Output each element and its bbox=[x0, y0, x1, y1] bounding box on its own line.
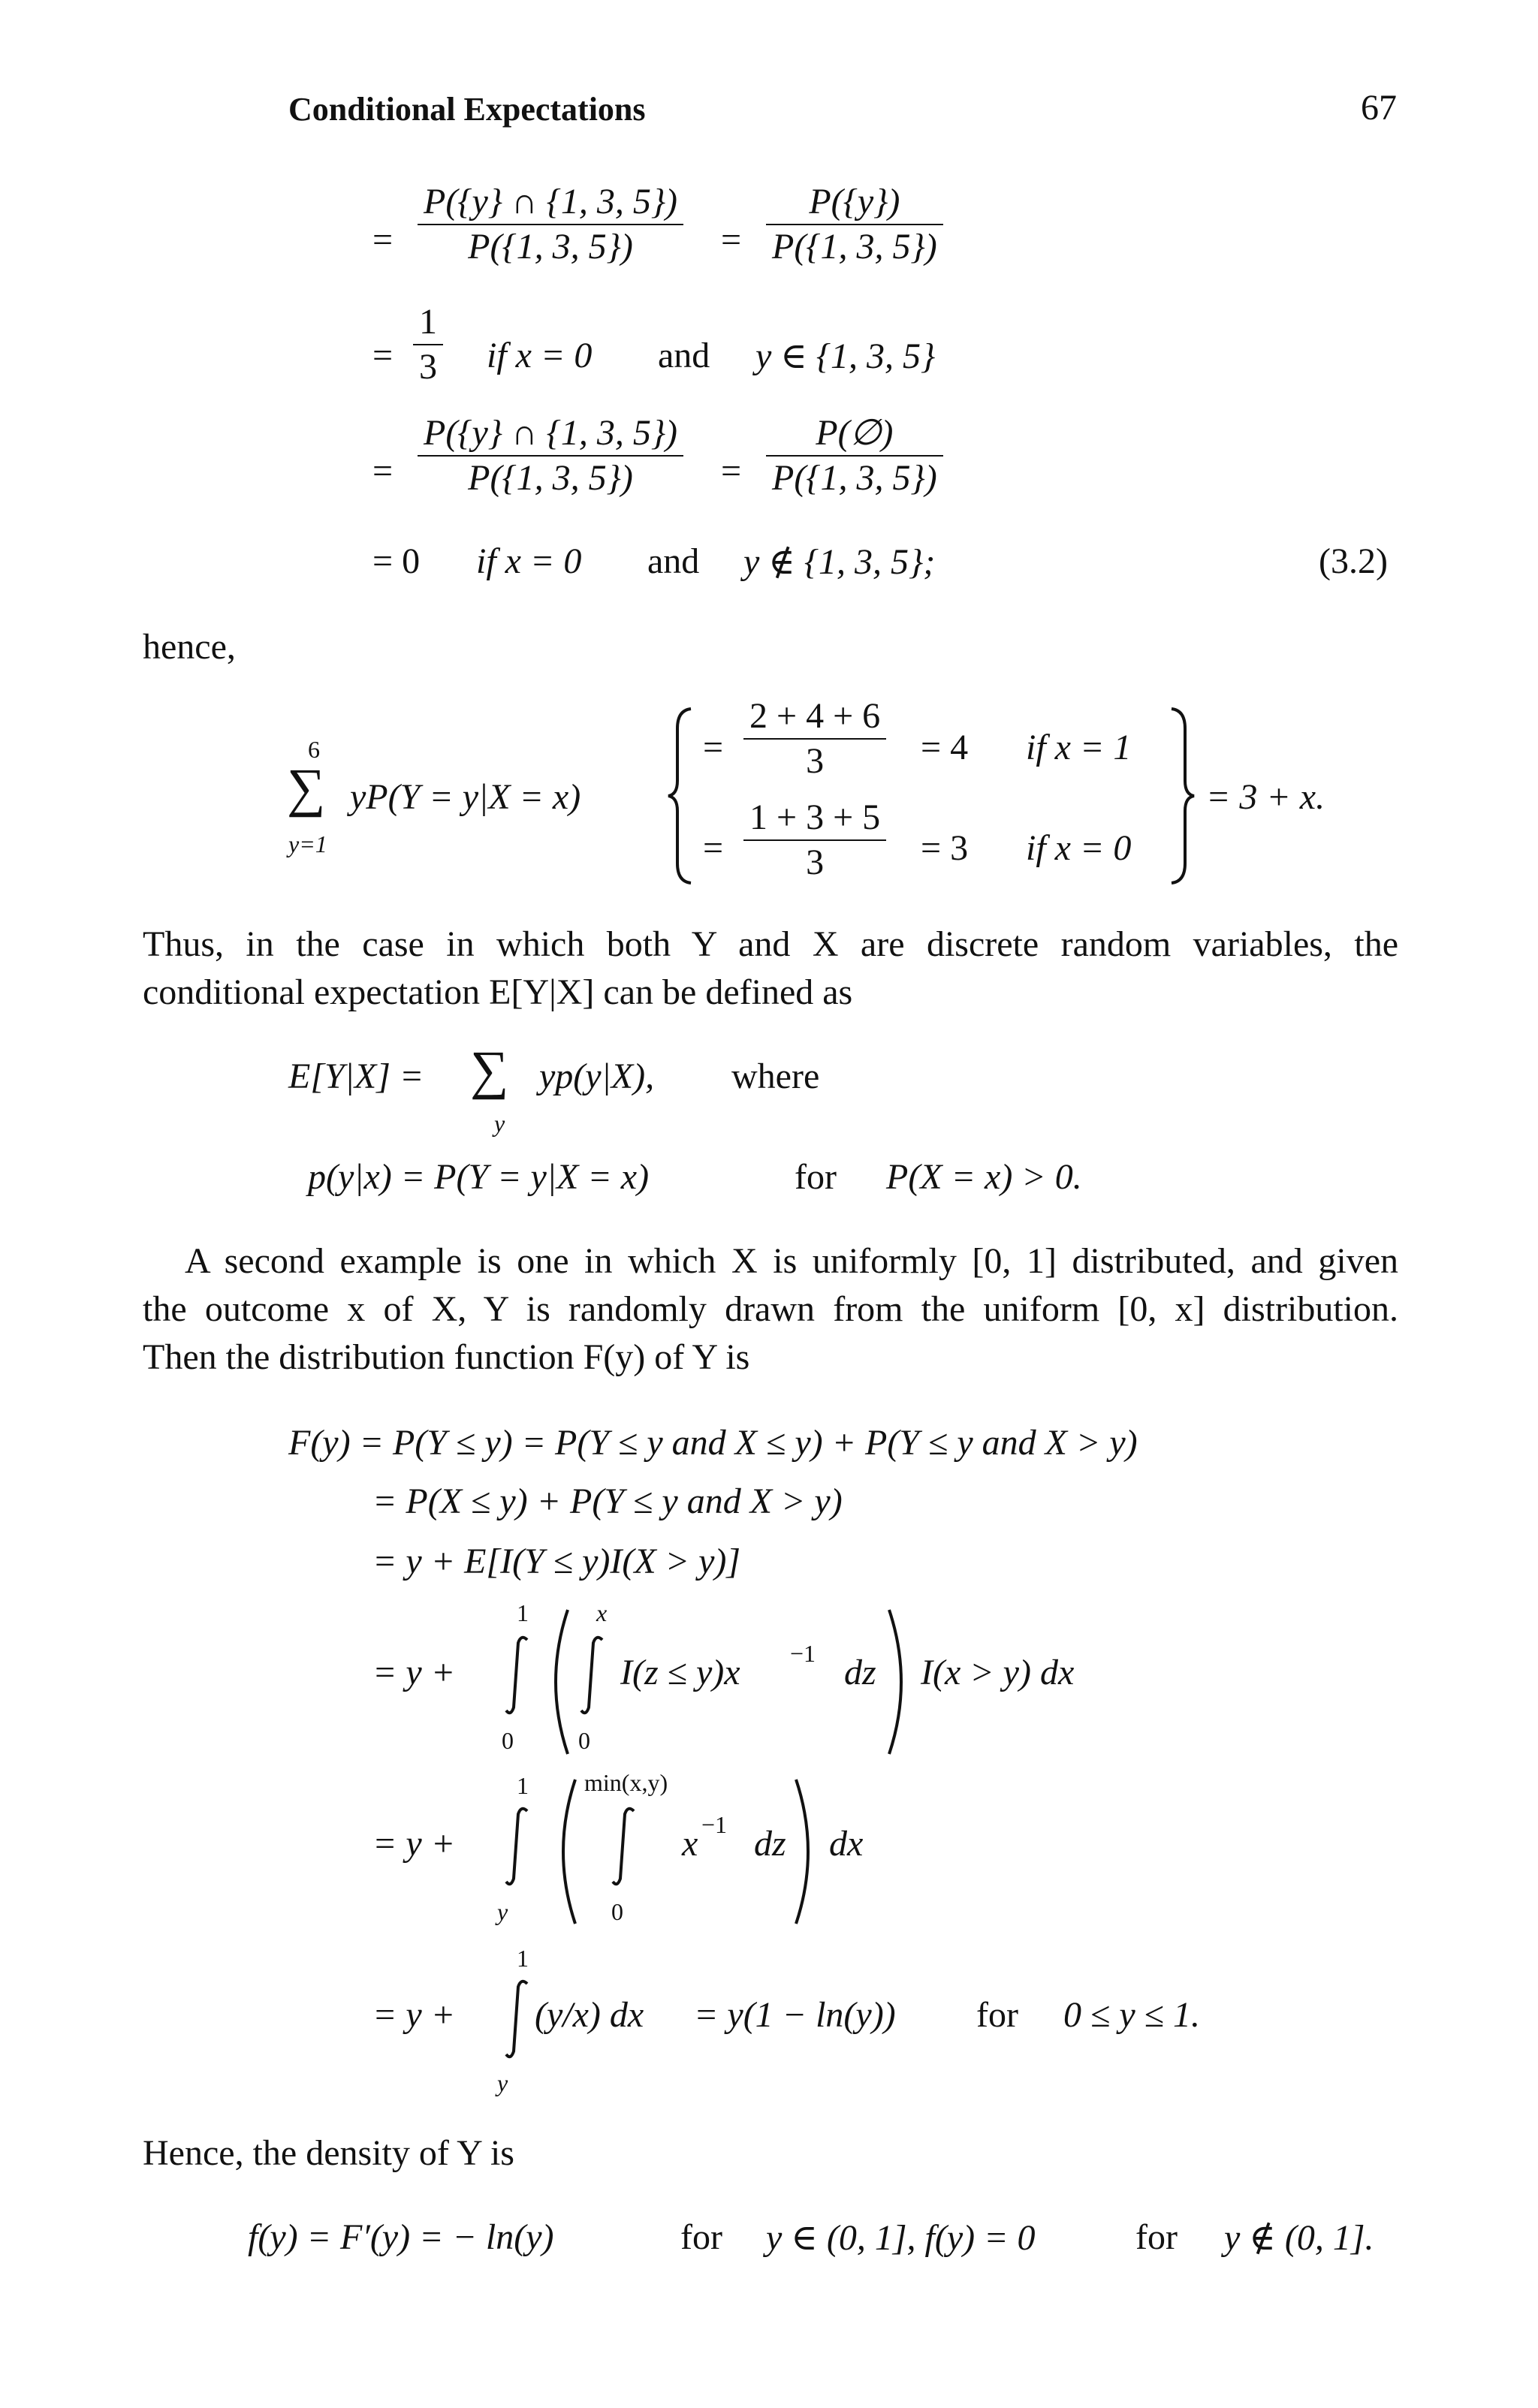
equals-sign: = bbox=[703, 728, 724, 767]
paragraph-line: A second example is one in which X is uniformly [0, 1] distributed, and given bbox=[185, 1241, 1398, 1281]
equals-sign: = bbox=[372, 336, 394, 375]
integral-upper-limit: min(x,y) bbox=[584, 1769, 668, 1796]
integral-lower-limit: y bbox=[497, 2069, 508, 2096]
fraction bbox=[766, 180, 943, 269]
left-brace bbox=[665, 706, 695, 886]
exponent: −1 bbox=[701, 1811, 728, 1838]
fraction bbox=[743, 796, 886, 885]
fraction-numerator: 1 + 3 + 5 bbox=[749, 797, 881, 837]
sum-lower-limit: y bbox=[494, 1110, 505, 1137]
fraction-numerator: 1 bbox=[419, 302, 437, 342]
integral-sign bbox=[610, 1805, 640, 1888]
set-membership: y ∈ {1, 3, 5} bbox=[755, 336, 936, 376]
integral-tail: dx bbox=[829, 1824, 864, 1864]
integrand: I(z ≤ y)x bbox=[620, 1653, 740, 1692]
density-condition: y ∉ (0, 1]. bbox=[1224, 2218, 1374, 2258]
integral-lower-limit: 0 bbox=[502, 1727, 514, 1754]
fraction-denominator: 3 bbox=[419, 347, 437, 387]
fraction bbox=[418, 411, 683, 500]
range-condition: 0 ≤ y ≤ 1. bbox=[1063, 1995, 1200, 2035]
for-word: for bbox=[1135, 2217, 1178, 2257]
left-paren bbox=[548, 1777, 578, 1927]
sum-upper-limit: 6 bbox=[308, 736, 320, 763]
density-condition: y ∈ (0, 1], f(y) = 0 bbox=[766, 2218, 1036, 2258]
definition-condition: P(X = x) > 0. bbox=[886, 1157, 1082, 1197]
sum-expression: yP(Y = y|X = x) bbox=[350, 777, 581, 817]
integral-upper-limit: 1 bbox=[517, 1599, 529, 1626]
integral-sign bbox=[578, 1634, 608, 1716]
integrand: (y/x) dx bbox=[535, 1995, 644, 2035]
summation-symbol: ∑ bbox=[287, 758, 326, 818]
integrand: x bbox=[682, 1824, 698, 1864]
fraction-denominator: P({1, 3, 5}) bbox=[772, 458, 937, 498]
paragraph-line: the outcome x of X, Y is randomly drawn from the uniform [0, x] distribution. bbox=[143, 1289, 1398, 1329]
right-paren bbox=[886, 1607, 916, 1757]
condition: if x = 0 bbox=[487, 336, 593, 375]
fraction-numerator: P({y}) bbox=[809, 182, 900, 222]
fraction bbox=[766, 411, 943, 500]
integral-upper-limit: x bbox=[596, 1599, 608, 1626]
fraction-denominator: P({1, 3, 5}) bbox=[468, 458, 633, 498]
fraction-numerator: P(∅) bbox=[816, 413, 894, 453]
where-word: where bbox=[731, 1056, 820, 1096]
right-brace bbox=[1167, 706, 1197, 886]
and-word: and bbox=[658, 336, 710, 375]
set-non-membership: y ∉ {1, 3, 5}; bbox=[743, 542, 936, 582]
integral-tail: I(x > y) dx bbox=[921, 1653, 1075, 1692]
sum-lower-limit: y=1 bbox=[288, 830, 327, 857]
fraction-denominator: P({1, 3, 5}) bbox=[772, 227, 937, 267]
integral-lower-limit: y bbox=[497, 1898, 508, 1925]
equals-sign: = bbox=[721, 220, 742, 260]
equals-zero: = 0 bbox=[372, 541, 421, 581]
differential: dz bbox=[844, 1653, 876, 1692]
paragraph-text: Hence, the density of Y is bbox=[143, 2133, 514, 2173]
fraction bbox=[743, 695, 886, 783]
equals-sign: = bbox=[372, 220, 394, 260]
integral-lower-limit: 0 bbox=[578, 1727, 590, 1754]
fraction-denominator: 3 bbox=[806, 741, 825, 781]
derivation-row: = P(X ≤ y) + P(Y ≤ y and X > y) bbox=[372, 1481, 843, 1521]
derivation-row: = y + E[I(Y ≤ y)I(X > y)] bbox=[372, 1542, 741, 1581]
equals-sign: = bbox=[703, 828, 724, 868]
differential: dz bbox=[754, 1824, 786, 1864]
left-paren bbox=[541, 1607, 571, 1757]
derivation-lead: = y + bbox=[372, 1653, 456, 1692]
case-condition: if x = 1 bbox=[1026, 728, 1132, 767]
integral-sign bbox=[503, 1634, 533, 1716]
integral-lower-limit: 0 bbox=[611, 1898, 623, 1925]
definition-line2: p(y|x) = P(Y = y|X = x) bbox=[308, 1157, 650, 1197]
for-word: for bbox=[795, 1157, 837, 1197]
integral-sign bbox=[503, 1805, 533, 1888]
derivation-lead: = y + bbox=[372, 1995, 456, 2035]
for-word: for bbox=[680, 2217, 722, 2257]
paragraph-line: Then the distribution function F(y) of Y is bbox=[143, 1337, 750, 1377]
density-lhs: f(y) = F′(y) = − ln(y) bbox=[248, 2217, 554, 2257]
condition: if x = 0 bbox=[476, 541, 582, 581]
paragraph-text: hence, bbox=[143, 627, 236, 667]
integral-result: = y(1 − ln(y)) bbox=[694, 1995, 896, 2035]
definition-lhs: E[Y|X] = bbox=[288, 1056, 424, 1096]
derivation-row: F(y) = P(Y ≤ y) = P(Y ≤ y and X ≤ y) + P(Y ≤ y and X > y) bbox=[288, 1423, 1138, 1463]
for-word: for bbox=[976, 1995, 1018, 2035]
fraction-numerator: P({y} ∩ {1, 3, 5}) bbox=[424, 413, 678, 453]
fraction bbox=[413, 300, 443, 389]
fraction-denominator: P({1, 3, 5}) bbox=[468, 227, 633, 267]
derivation-lead: = y + bbox=[372, 1824, 456, 1864]
paragraph-line: conditional expectation E[Y|X] can be defined as bbox=[143, 972, 853, 1012]
paragraph-line: Thus, in the case in which both Y and X are discrete random variables, the bbox=[143, 924, 1398, 964]
case-condition: if x = 0 bbox=[1026, 828, 1132, 868]
integral-upper-limit: 1 bbox=[517, 1945, 529, 1972]
running-title: Conditional Expectations bbox=[288, 91, 646, 128]
fraction-denominator: 3 bbox=[806, 842, 825, 882]
right-paren bbox=[793, 1777, 823, 1927]
equals-sign: = bbox=[372, 451, 394, 491]
case-result: = 3 bbox=[921, 828, 969, 868]
definition-rhs: yp(y|X), bbox=[539, 1056, 655, 1096]
exponent: −1 bbox=[790, 1640, 816, 1667]
equation-number: (3.2) bbox=[1319, 541, 1388, 581]
and-word: and bbox=[647, 541, 700, 581]
fraction-numerator: 2 + 4 + 6 bbox=[749, 696, 881, 736]
integral-upper-limit: 1 bbox=[517, 1772, 529, 1799]
page-number: 67 bbox=[1361, 88, 1397, 128]
summation-symbol: ∑ bbox=[470, 1040, 509, 1100]
integral-sign bbox=[503, 1978, 533, 2060]
case-result: = 4 bbox=[921, 728, 969, 767]
fraction bbox=[418, 180, 683, 269]
fraction-numerator: P({y} ∩ {1, 3, 5}) bbox=[424, 182, 678, 222]
sum-result: = 3 + x. bbox=[1206, 777, 1325, 817]
equals-sign: = bbox=[721, 451, 742, 491]
